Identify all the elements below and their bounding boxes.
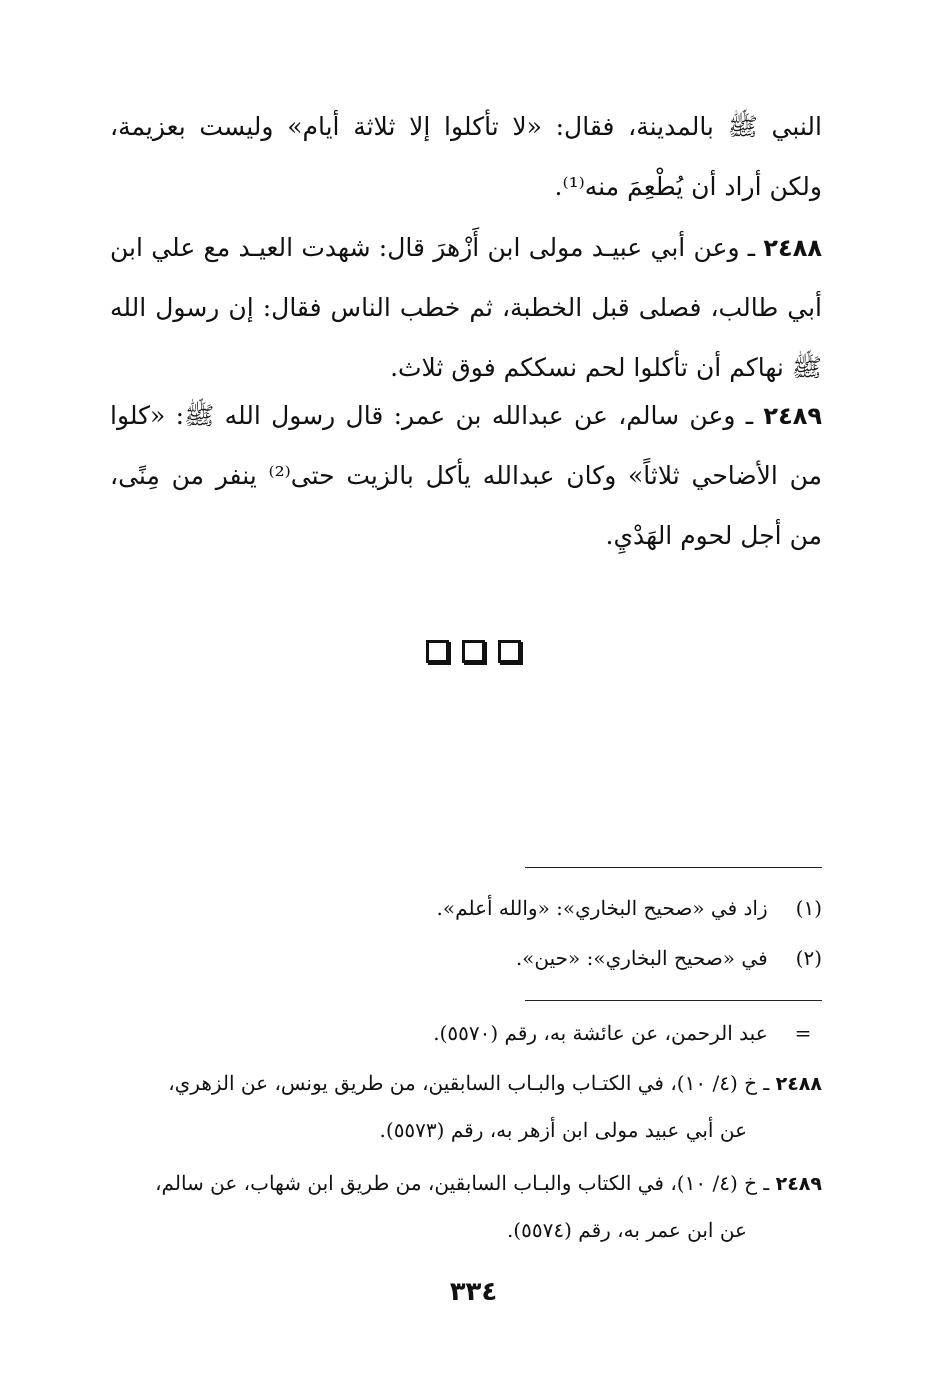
separator-box-icon: [426, 640, 449, 663]
hadith-paragraph-2488: [110, 218, 822, 398]
hadith-number: ٢٤٨٨: [763, 234, 822, 262]
takhrij-number: ٢٤٨٩: [775, 1173, 822, 1195]
paragraph-text: ـ وعن أبي عبيـد مولى ابن أَزْهرَ قال: شهدت العيـد مع علي ابن أبي طالب، فصلى قبل الخطبة، ثم خطب الناس فقال: إن رسول الله ﷺ نهاكم أن تأكلوا لحم نسككم فوق ثلاث.: [110, 233, 822, 382]
footnote-divider: [525, 867, 822, 868]
footnote-text: في «صحيح البخاري»: «حين».: [515, 946, 768, 970]
takhrij-line-2: عن أبي عبيد مولى ابن أزهر به، رقم (٥٥٧٣).: [379, 1118, 747, 1142]
takhrij-line-1: ـ خ (٤/ ١٠)، في الكتاب والبـاب السابقين، من طريق ابن شهاب، عن سالم،: [155, 1171, 770, 1195]
footnote-text: زاد في «صحيح البخاري»: «والله أعلم».: [436, 896, 768, 920]
takhrij-number: ٢٤٨٨: [775, 1073, 822, 1095]
footnote-number: (١): [795, 896, 822, 920]
takhrij-line-1: ـ خ (٤/ ١٠)، في الكتـاب والبـاب السابقين، من طريق يونس، عن الزهري،: [168, 1071, 770, 1095]
separator-box-icon: [462, 640, 485, 663]
hadith-paragraph-continuation: [110, 97, 822, 217]
takhrij-divider: [525, 1000, 822, 1001]
takhrij-2489: [110, 1160, 822, 1253]
continuation-mark: =: [794, 1021, 812, 1045]
continuation-text: عبد الرحمن، عن عائشة به، رقم (٥٥٧٠).: [433, 1021, 768, 1045]
takhrij-2488: [110, 1060, 822, 1153]
separator-box-icon: [498, 640, 521, 663]
hadith-number: ٢٤٨٩: [763, 402, 823, 430]
page-number: ٣٣٤: [449, 1277, 498, 1307]
paragraph-text: ـ وعن سالم، عن عبدالله بن عمر: قال رسول الله ﷺ: «كلوا من الأضاحي ثلاثاً» وكان عبدالله يأكل بالزيت حتى⁽²⁾ ينفر من مِنًى، من أجل لحوم الهَدْيِ.: [110, 401, 823, 550]
hadith-paragraph-2489: [110, 386, 822, 566]
takhrij-continuation: [122, 1010, 822, 1056]
takhrij-line-2: عن ابن عمر به، رقم (٥٥٧٤).: [506, 1218, 747, 1242]
paragraph-text: النبي ﷺ بالمدينة، فقال: «لا تأكلوا إلا ثلاثة أيام» وليست بعزيمة، ولكن أراد أن يُطْعِمَ منه⁽¹⁾.: [110, 112, 822, 201]
section-separator: [0, 640, 947, 670]
footnote-2: [122, 935, 822, 981]
footnote-number: (٢): [795, 946, 822, 970]
footnote-1: [122, 885, 822, 931]
